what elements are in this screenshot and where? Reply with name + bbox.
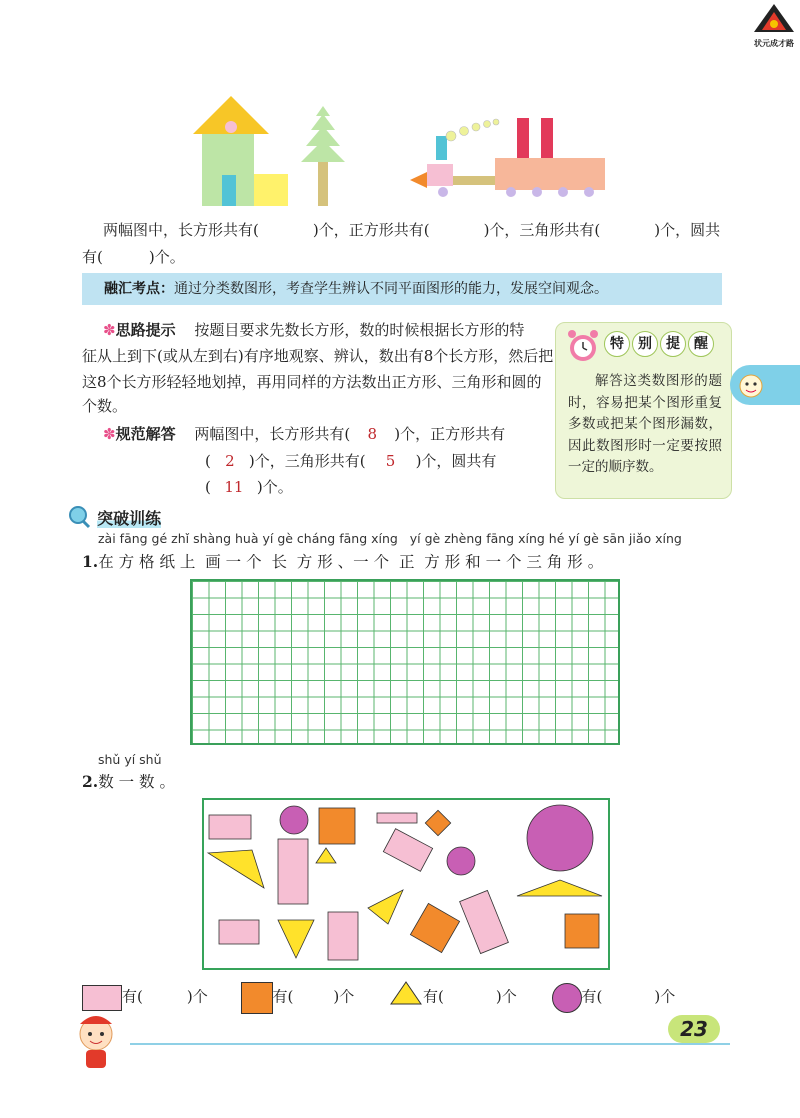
q1-pinyin: zài fāng gé zhǐ shàng huà yí gè cháng fāng xíng yí gè zhèng fāng xíng hé yí gè sān jiǎo xíng [98,531,682,546]
special-reminder-box [555,322,732,499]
key-point-label: 融汇考点： [104,281,174,297]
yellow-triangle [316,848,336,863]
pink-rectangle [209,815,251,839]
purple-circle [527,805,593,871]
purple-circle [447,847,475,875]
mascot-icon [62,1008,132,1072]
page-number: 23 [668,1015,720,1043]
pink-rectangle [383,829,432,872]
yellow-triangle [517,880,602,896]
q2-text: 2.数 一 数 。 [82,772,175,791]
purple-circle-icon [552,983,582,1013]
pink-rectangle [278,839,308,904]
orange-square-icon [241,982,273,1014]
q1-text: 1.在 方 格 纸 上 画 一 个 长 方 形 、一 个 正 方 形 和 一 个 三 角 形 。 [82,552,604,571]
example-illustration [185,90,615,210]
logo-icon [752,2,796,34]
example-question-line2: 有( )个。 [82,248,185,266]
orange-square [565,914,599,948]
orange-square [425,810,450,835]
side-tab [730,365,800,405]
magnifier-icon [66,504,92,530]
standard-answer-line2: ( 2 )个，三角形共有( 5 )个，圆共有 [205,452,497,470]
footer-line [130,1043,730,1045]
special-reminder-text: 解答这类数图形的题时，容易把某个图形重复多数或把某个图形漏数，因此数图形时一定要按照一定的顺序数。 [568,373,722,475]
yellow-triangle-icon [389,980,423,1015]
shape-collection [202,798,610,970]
example-question-line1: 两幅图中，长方形共有( )个，正方形共有( )个，三角形共有( )个，圆共 [103,221,721,239]
standard-answer-line3: ( 11 )个。 [205,478,293,496]
tree [301,106,345,206]
flower-icon: ✽ [103,321,116,339]
thinking-tip-line2: 征从上到下(或从左到右)有序地观察、辨认，数出有8个长方形，然后把 [82,347,554,365]
publisher-logo [752,2,796,48]
yellow-triangle [278,920,314,958]
pink-rectangle [377,813,417,823]
q1-number: 1. [82,552,99,571]
yellow-triangle [208,850,264,888]
q2-number: 2. [82,772,99,791]
q2-pinyin: shǔ yí shǔ [98,752,162,767]
logo-caption: 状元成才路 [754,39,794,48]
orange-square [410,903,459,952]
purple-circle [280,806,308,834]
thinking-tip-label: 思路提示 [115,321,176,339]
train [410,118,605,197]
mascot-face-icon [736,370,766,400]
thinking-tip-line3: 这8个长方形轻轻地划掉，再用同样的方法数出正方形、三角形和圆的 [82,373,542,391]
key-point-banner [82,273,722,305]
pink-rectangle [460,890,509,953]
thinking-tip-line4: 个数。 [82,397,128,415]
thinking-tip-line1: ✽思路提示 按题目要求先数长方形，数的时候根据长方形的特 [103,321,525,339]
alarm-clock-icon [564,327,602,365]
pink-rectangle [219,920,259,944]
orange-square [319,808,355,844]
house [193,96,288,206]
grid-paper[interactable] [190,579,620,745]
pink-rectangle [328,912,358,960]
special-reminder-title: 特 别 提 醒 [604,331,714,357]
yellow-triangle [368,890,403,924]
pink-rectangle-icon [82,985,122,1011]
standard-answer-line1: ✽规范解答 两幅图中，长方形共有( 8 )个，正方形共有 [103,425,506,443]
key-point-text: 通过分类数图形，考查学生辨认不同平面图形的能力，发展空间观念。 [174,281,608,297]
section-title: 突破训练 [66,504,161,530]
count-answer-row: 有( )个 有( )个 有( )个 有( )个 [82,980,675,1015]
flower-icon: ✽ [103,425,116,443]
standard-answer-label: 规范解答 [115,425,176,443]
